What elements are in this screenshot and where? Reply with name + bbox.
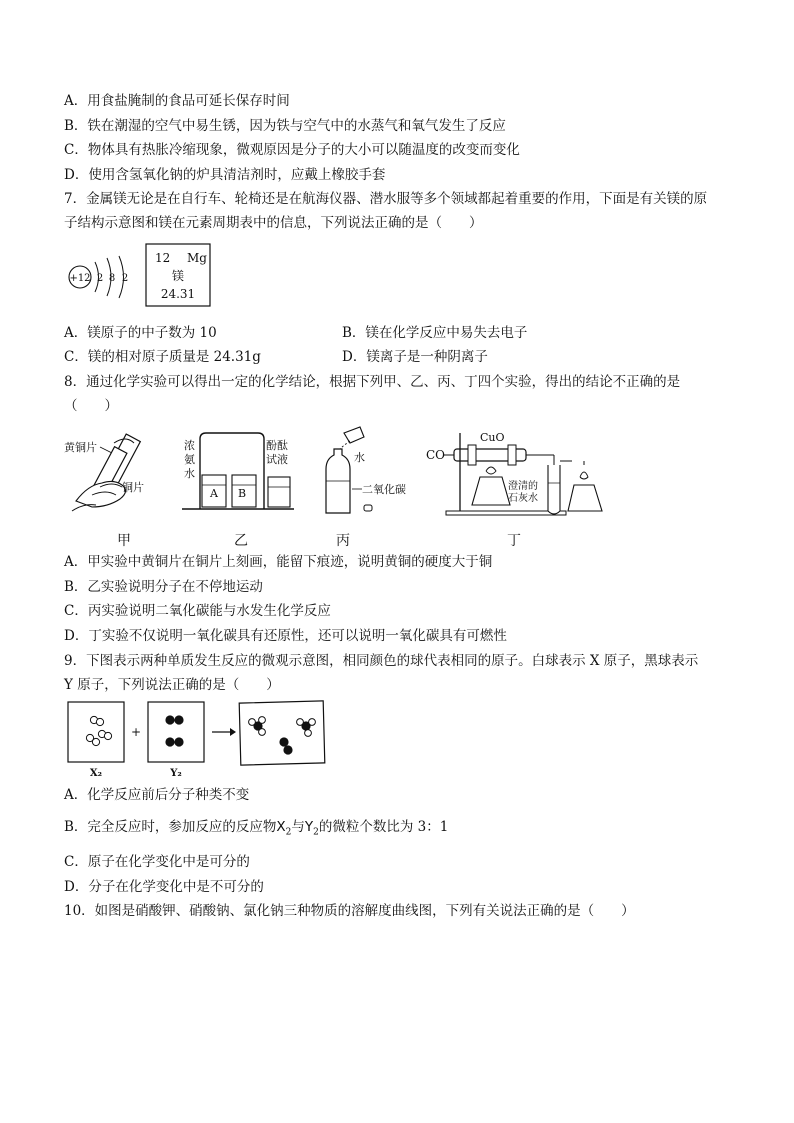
label-copper-sheet: 铜片 [122,481,144,494]
label-water: 水 [184,467,195,480]
q9-stem-line2: Y 原子，下列说法正确的是（ ） [64,677,280,693]
box-y2-label: Y₂ [170,768,182,779]
reaction-micro-diagram [62,700,328,784]
q9-option-b-text-2: 与 [291,819,305,835]
label-co: CO [426,448,446,462]
q9-option-d: D．分子在化学变化中是不可分的 [64,879,264,895]
magnesium-figure [62,242,222,308]
q9-option-b-text-1: B．完全反应时，参加反应的反应物 [64,819,277,835]
q6-option-b: B．铁在潮湿的空气中易生锈，因为铁与空气中的水蒸气和氧气发生了反应 [64,118,506,134]
q7-stem-line1: 7．金属镁无论是在自行车、轮椅还是在航海仪器、潜水服等多个领域都起着重要的作用，下面是有关镁的原 [64,191,708,207]
atomic-mass: 24.31 [160,287,196,301]
q10-stem: 10．如图是硝酸钾、硝酸钠、氯化钠三种物质的溶解度曲线图，下列有关说法正确的是（ ） [64,903,635,919]
element-name: 镁 [171,269,185,283]
label-concentrated: 浓 [184,439,195,452]
label-carbon-dioxide: 二氧化碳 [362,483,406,496]
q9-option-b-y-subscript: 2 [313,827,319,838]
q6-option-d: D．使用含氢氧化钠的炉具清洁剂时，应戴上橡胶手套 [64,167,386,183]
beaker-a-label: A [210,487,218,500]
experiment-label-ding: 丁 [507,533,521,549]
q8-option-c: C．丙实验说明二氧化碳能与水发生化学反应 [64,603,331,619]
q6-option-c: C．物体具有热胀冷缩现象，微观原因是分子的大小可以随温度的改变而变化 [64,142,520,158]
q8-experiments-figure [62,425,622,525]
q9-option-b-x: X [276,819,286,835]
q8-stem-line1: 8．通过化学实验可以得出一定的化学结论，根据下列甲、乙、丙、丁四个实验，得出的结论不正确的是 [64,374,681,390]
label-cuo: CuO [480,431,505,444]
experiment-jia-illustration [64,434,144,511]
label-brass-sheet: 黄铜片 [64,441,97,454]
label-phenolphthalein: 酚酞 [266,439,288,452]
q8-option-d: D．丁实验不仅说明一氧化碳具有还原性，还可以说明一氧化碳具有可燃性 [64,628,507,644]
box-x2-label: X₂ [89,768,103,779]
q7-option-d: D．镁离子是一种阴离子 [342,349,488,365]
experiment-yi-illustration [182,433,294,509]
element-symbol: Mg [187,251,207,265]
shell-3-electrons: 2 [121,273,129,284]
q7-option-b: B．镁在化学反应中易失去电子 [342,325,528,341]
atom-structure-diagram [69,256,128,298]
q9-option-b-x-subscript: 2 [285,827,292,838]
label-ammonia: 氨 [184,453,195,466]
label-water-bing: 水 [354,451,365,464]
experiment-bing-illustration [326,427,406,513]
q9-stem-line1: 9．下图表示两种单质发生反应的微观示意图，相同颜色的球代表相同的原子。白球表示 X 原子，黑球表示 [64,653,699,669]
shell-1-electrons: 2 [96,273,104,284]
experiment-label-jia: 甲 [117,533,131,549]
label-clear: 澄清的 [508,481,538,492]
q6-option-a: A．用食盐腌制的食品可延长保存时间 [64,93,290,109]
experiment-label-bing: 丙 [336,533,350,549]
beaker-b-label: B [238,487,247,500]
label-test-solution: 试液 [266,453,288,466]
q9-option-b [64,818,448,842]
label-limewater: 石灰水 [508,493,538,504]
q8-option-a: A．甲实验中黄铜片在铜片上刻画，能留下痕迹，说明黄铜的硬度大于铜 [64,554,493,570]
shell-2-electrons: 8 [108,273,116,284]
q9-option-b-y: Y [304,819,314,835]
q7-option-c: C．镁的相对原子质量是 24.31g [64,349,261,365]
plus-sign: + [130,725,142,739]
atomic-number: 12 [155,251,171,265]
box-x2 [68,702,124,779]
q7-stem-line2: 子结构示意图和镁在元素周期表中的信息，下列说法正确的是（ ） [64,215,483,231]
q9-option-b-text-3: 的微粒个数比为 3：1 [318,819,449,835]
reaction-arrow [212,728,236,736]
nucleus-charge: +12 [69,273,91,284]
experiment-label-yi: 乙 [234,533,248,549]
q9-option-c: C．原子在化学变化中是可分的 [64,854,250,870]
q9-option-a: A．化学反应前后分子种类不变 [64,787,250,803]
q8-stem-line2: （ ） [64,398,118,414]
q7-option-a: A．镁原子的中子数为 10 [64,325,217,341]
periodic-table-cell [146,244,210,306]
box-product [239,701,325,765]
box-y2 [148,702,204,779]
q8-option-b: B．乙实验说明分子在不停地运动 [64,579,263,595]
experiment-ding-illustration [426,431,602,515]
